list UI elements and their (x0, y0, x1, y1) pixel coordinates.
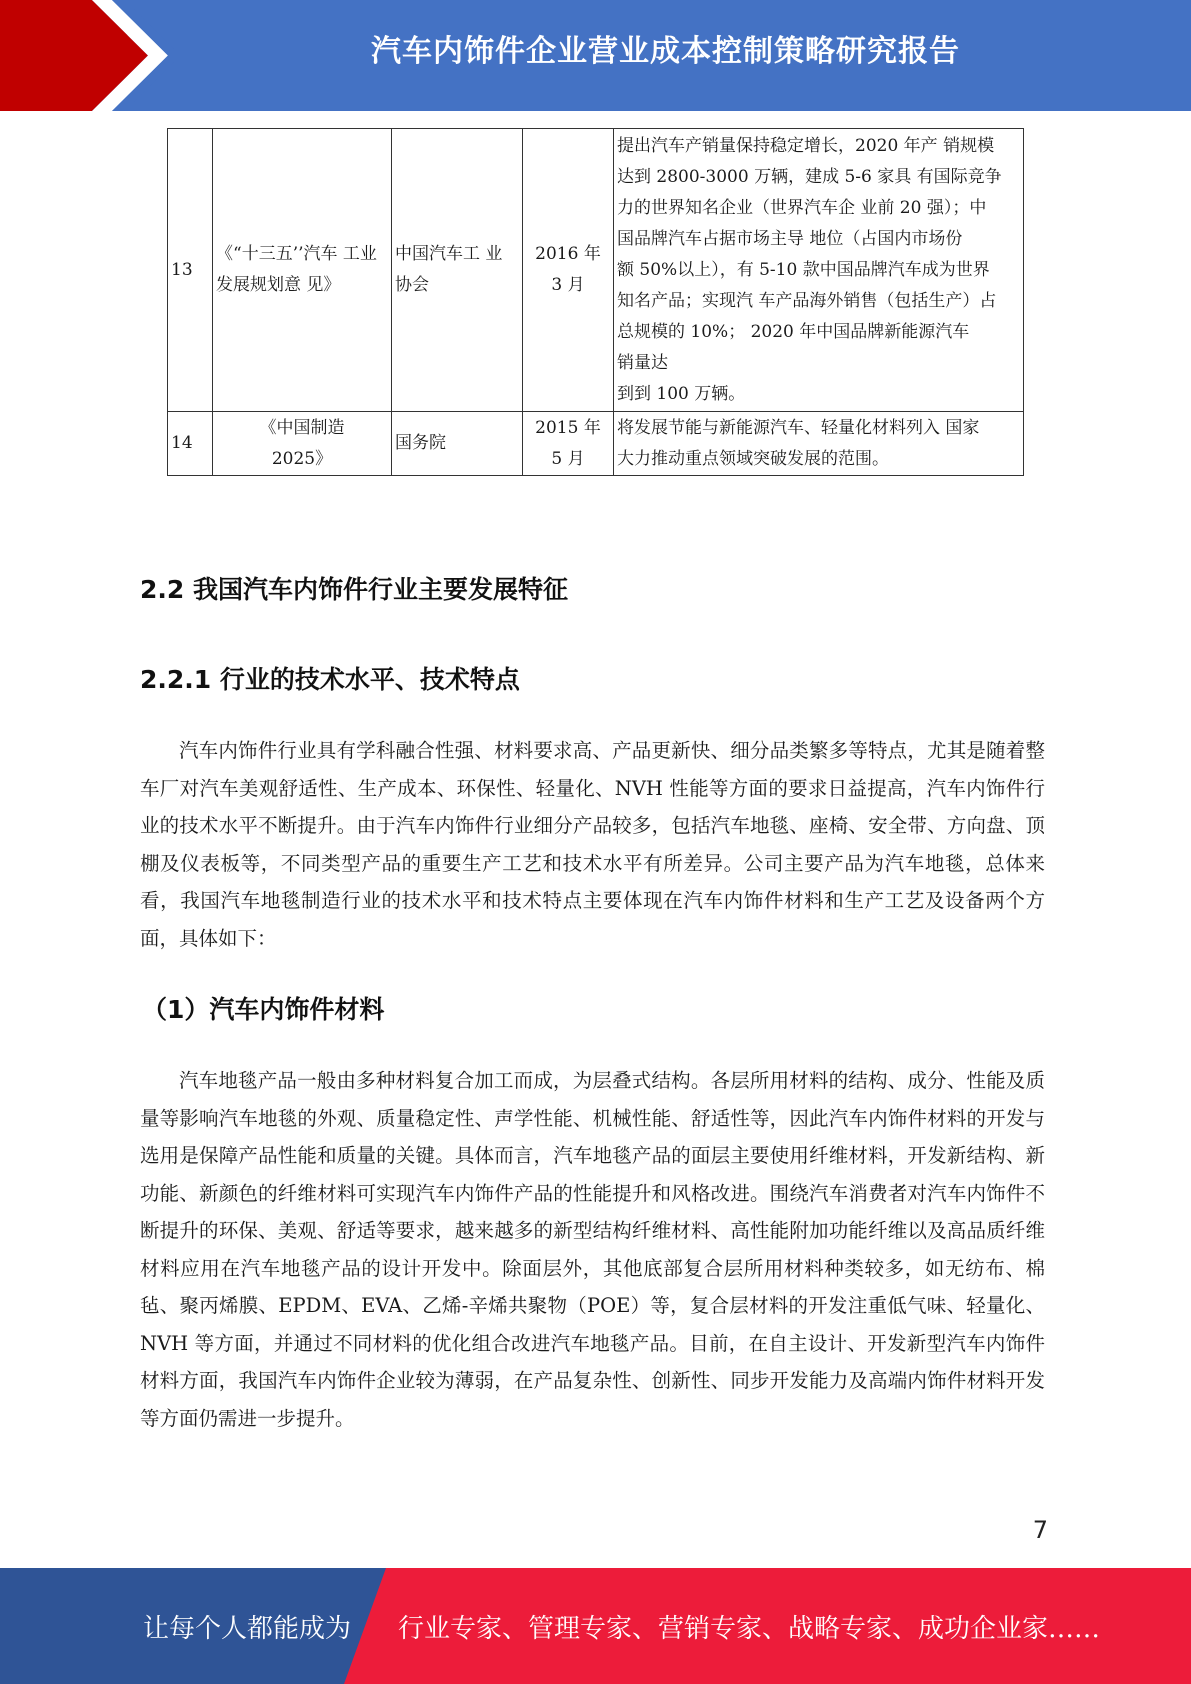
policy-name-line: 《中国制造 (259, 417, 345, 438)
body-paragraph: 汽车地毯产品一般由多种材料复合加工而成，为层叠式结构。各层所用材料的结构、成分、性能及质量等影响汽车地毯的外观、质量稳定性、声学性能、机械性能、舒适性等，因此汽车内饰件材料的开发与选用是保障产品性能和质量的关键。具体而言，汽车地毯产品的面层主要使用纤维材料，开发新结构、新功能、新颜色的纤维材料可实现汽车内饰件产品的性能提升和风格改进。围绕汽车消费者对汽车内饰件不断提升的环保、美观、舒适等要求，越来越多的新型结构纤维材料、高性能附加功能纤维以及高品质纤维材料应用在汽车地毯产品的设计开发中。除面层外，其他底部复合层所用材料种类较多，如无纺布、棉毡、聚丙烯膜、EPDM、EVA、乙烯-辛烯共聚物（POE）等，复合层材料的开发注重低气味、轻量化、NVH 等方面，并通过不同材料的优化组合改进汽车地毯产品。目前，在自主设计、开发新型汽车内饰件材料方面，我国汽车内饰件企业较为薄弱，在产品复杂性、创新性、同步开发能力及高端内饰件材料开发等方面仍需进一步提升。 (140, 1069, 1045, 1430)
row-number: 13 (168, 129, 213, 412)
page-number: 7 (1032, 1516, 1048, 1544)
content-line: 力的世界知名企业（世界汽车企 业前 20 强）；中 (617, 197, 987, 218)
policy-name: 《“十三五’’汽车 工业发展规划意 见》 (213, 129, 392, 412)
footer-slogan-right: 行业专家、管理专家、营销专家、战略专家、成功企业家…… (398, 1614, 1101, 1644)
content-line: 额 50%以上），有 5-10 款中国品牌汽车成为世界 (617, 259, 990, 280)
policy-content (614, 129, 1024, 412)
row-number: 14 (168, 412, 213, 476)
issue-date-month: 5 月 (551, 448, 585, 469)
issuing-organization: 国务院 (392, 412, 523, 476)
issue-date-month: 3 月 (551, 275, 585, 295)
policy-name (213, 412, 392, 476)
footer-slogan-left: 让每个人都能成为 (143, 1614, 352, 1644)
issuing-organization: 中国汽车工 业协会 (392, 129, 523, 412)
subsection-heading: 2.2.1 行业的技术水平、技术特点 (140, 665, 520, 694)
issue-date-year: 2015 年 (535, 417, 601, 438)
content-line: 总规模的 10%； 2020 年中国品牌新能源汽车 (617, 321, 970, 342)
page-header (0, 0, 1191, 111)
policy-table (167, 128, 1024, 476)
content-line: 销量达 (617, 352, 668, 373)
subsubsection-heading: （1）汽车内饰件材料 (142, 995, 385, 1024)
body-paragraph: 汽车内饰件行业具有学科融合性强、材料要求高、产品更新快、细分品类繁多等特点，尤其是随着整车厂对汽车美观舒适性、生产成本、环保性、轻量化、NVH 性能等方面的要求日益提高，汽车内饰件行业的技术水平不断提升。由于汽车内饰件行业细分产品较多，包括汽车地毯、座椅、安全带、方向盘、顶棚及仪表板等，不同类型产品的重要生产工艺和技术水平有所差异。公司主要产品为汽车地毯，总体来看，我国汽车地毯制造行业的技术水平和技术特点主要体现在汽车内饰件材料和生产工艺及设备两个方面，具体如下： (140, 739, 1045, 950)
header-chevron-decoration (0, 0, 200, 111)
issue-date (523, 412, 614, 476)
issue-date (523, 129, 614, 412)
table-row (168, 412, 1024, 476)
section-heading: 2.2 我国汽车内饰件行业主要发展特征 (140, 575, 568, 604)
table-row (168, 129, 1024, 412)
content-line: 提出汽车产销量保持稳定增长，2020 年产 销规模 (617, 135, 995, 156)
content-line: 达到 2800-3000 万辆，建成 5-6 家具 有国际竞争 (617, 166, 1002, 187)
issue-date-year: 2016 年 (535, 244, 601, 264)
content-line: 到到 100 万辆。 (617, 383, 746, 404)
policy-name-line: 2025》 (271, 448, 333, 469)
content-line: 国品牌汽车占据市场主导 地位（占国内市场份 (617, 228, 963, 249)
page-footer (0, 1568, 1191, 1684)
policy-content (614, 412, 1024, 476)
content-line: 将发展节能与新能源汽车、轻量化材料列入 国家 (617, 417, 980, 438)
content-line: 大力推动重点领域突破发展的范围。 (617, 448, 889, 469)
header-title: 汽车内饰件企业营业成本控制策略研究报告 (371, 34, 960, 69)
content-line: 知名产品；实现汽 车产品海外销售（包括生产）占 (617, 290, 997, 311)
